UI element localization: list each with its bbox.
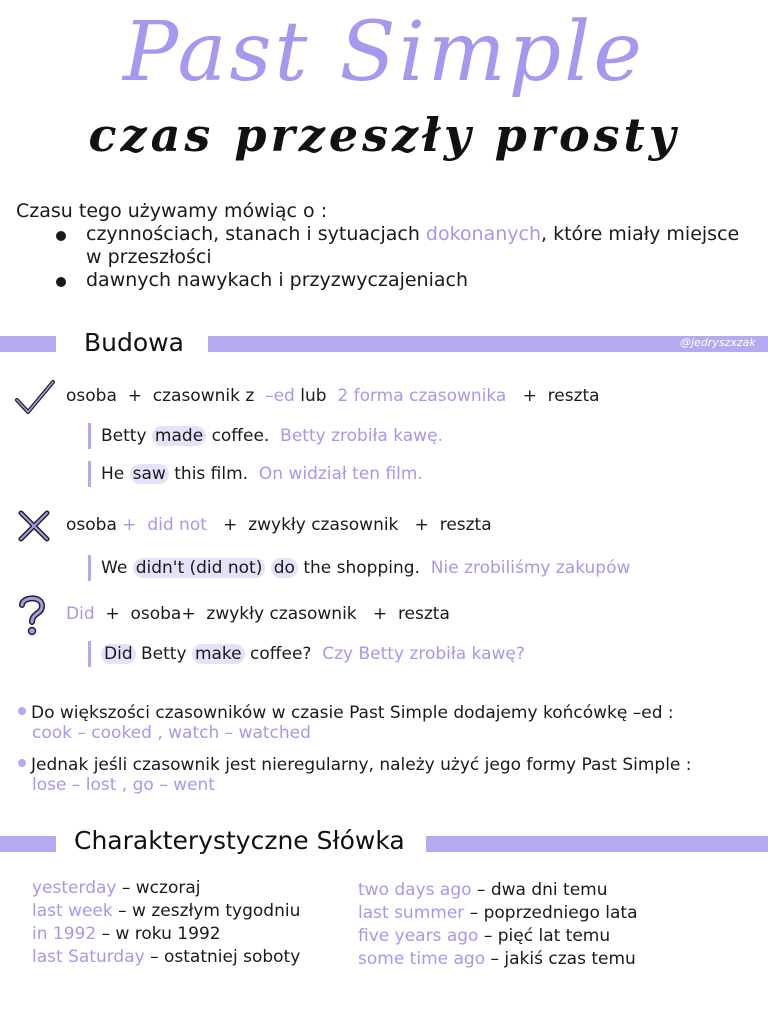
checkmark-icon [14,378,56,416]
word-list-left [32,877,300,969]
section-heading-budowa: Budowa [84,328,184,357]
bullet-icon [56,231,66,241]
cross-icon [16,508,52,544]
affirmative-formula: osoba + czasownik z –ed lub 2 forma czasownika + reszta [66,386,600,406]
list-item: some time ago – jakiś czas temu [358,949,636,969]
intro-lead: Czasu tego używamy mówiąc o : [16,200,328,222]
list-item: yesterday – wczoraj [32,878,201,898]
intro-list [16,223,756,292]
section-heading-slowka: Charakterystyczne Słówka [74,826,405,855]
note-regular-verbs: Do większości czasowników w czasie Past Simple dodajemy końcówkę –ed : cook – cooked , watch – watched [18,703,758,743]
list-item: in 1992 – w roku 1992 [32,924,221,944]
page-title: Past Simple [123,5,645,100]
intro-section [16,200,756,292]
word-list-right [358,879,638,971]
negative-formula: osoba + did not + zwykły czasownik + reszta [66,515,492,535]
intro-bullet-1: czynnościach, stanach i sytuacjach dokonanych, które miały miejsce w przeszłości [86,223,756,269]
list-item: five years ago – pięć lat temu [358,926,611,946]
watermark: @jedryszxzak [680,336,756,349]
example-affirmative-1: Betty made coffee. Betty zrobiła kawę. [88,423,443,449]
question-formula: Did + osoba+ zwykły czasownik + reszta [66,604,450,624]
bullet-icon [56,277,66,287]
section-bar-left [0,336,56,352]
example-affirmative-2: He saw this film. On widział ten film. [88,461,423,487]
page-subtitle: czas przeszły prosty [88,108,680,162]
section-bar-left [0,836,56,852]
example-question: Did Betty make coffee? Czy Betty zrobiła kawę? [88,641,525,667]
list-item: last Saturday – ostatniej soboty [32,947,301,967]
list-item: last week – w zeszłym tygodniu [32,901,301,921]
note-examples: cook – cooked , watch – watched [32,723,311,743]
list-item: two days ago – dwa dni temu [358,880,608,900]
note-irregular-verbs: Jednak jeśli czasownik jest nieregularny, należy użyć jego formy Past Simple : lose – lost , go – went [18,755,758,795]
highlight-word: dokonanych [425,223,542,245]
note-examples: lose – lost , go – went [32,775,215,795]
example-negative: We didn't (did not) do the shopping. Nie zrobiliśmy zakupów [88,555,630,581]
intro-bullet-2: dawnych nawykach i przyzwyczajeniach [86,269,756,292]
section-bar-right [426,836,768,852]
list-item: last summer – poprzedniego lata [358,903,638,923]
question-mark-icon [16,594,48,636]
bullet-icon [18,759,26,767]
bullet-icon [18,707,26,715]
